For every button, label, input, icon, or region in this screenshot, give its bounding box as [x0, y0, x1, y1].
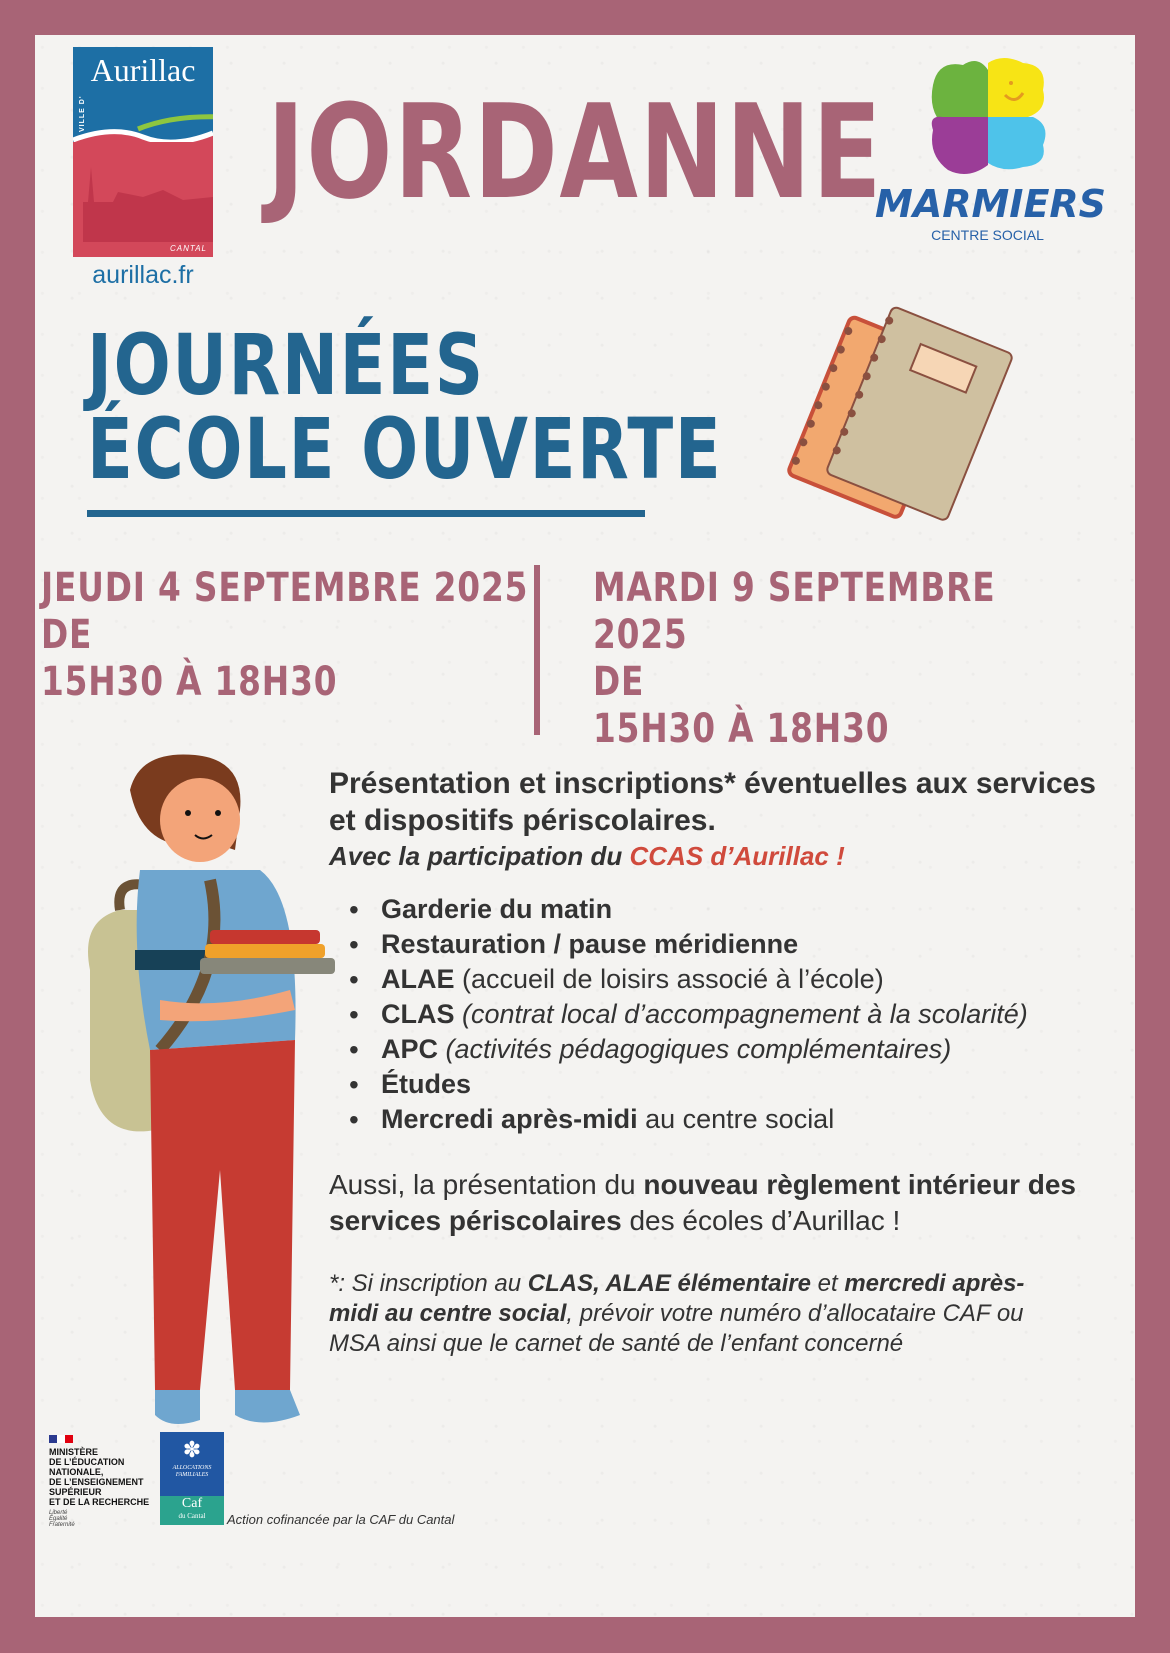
aurillac-name: Aurillac — [90, 52, 196, 88]
list-item: • Études — [349, 1067, 1129, 1102]
date-from: DE — [41, 612, 93, 658]
date-block-2 — [593, 565, 1037, 753]
cofinance-text: Action cofinancée par la CAF du Cantal — [227, 1512, 455, 1527]
poster — [35, 35, 1135, 1617]
ccas-highlight: CCAS d’Aurillac ! — [629, 841, 845, 871]
town-silhouette-icon — [73, 162, 213, 242]
student-illustration — [60, 750, 350, 1450]
footnote: *: Si inscription au CLAS, ALAE élémentaire et mercredi après-midi au centre social, prévoir votre numéro d’allocataire CAF ou MSA ainsi que le carnet de santé de l’enfant concerné — [329, 1270, 1025, 1357]
notebooks-illustration — [780, 297, 1020, 547]
caf-people-icon: ✽ — [182, 1437, 202, 1462]
date-day: MARDI 9 SEPTEMBRE 2025 — [593, 565, 996, 658]
french-flag-icon — [49, 1435, 73, 1443]
aurillac-emblem — [73, 47, 213, 257]
caf-logo: ✽ ALLOCATIONS FAMILIALES Caf du Cantal — [160, 1432, 224, 1525]
marmiers-name: MARMIERS — [875, 182, 1107, 226]
reglement-note: Aussi, la présentation du nouveau règlement intérieur des services périscolaires des écoles d’Aurillac ! — [329, 1169, 1076, 1236]
title-underline — [87, 510, 645, 517]
list-item: • APC (activités pédagogiques complémentaires) — [349, 1032, 1129, 1067]
event-title-line1: JOURNÉES — [87, 316, 485, 414]
intro-text: Présentation et inscriptions* éventuelles aux services et dispositifs périscolaires. — [329, 767, 1096, 837]
event-title-line2: ÉCOLE OUVERTE — [87, 400, 723, 498]
ccas-line — [329, 840, 1129, 872]
puzzle-pieces-icon — [923, 55, 1053, 180]
aurillac-url[interactable]: aurillac.fr — [92, 261, 194, 289]
ccas-prefix: Avec la participation du — [329, 841, 630, 871]
list-item: • Mercredi après-midi au centre social — [349, 1102, 1129, 1137]
aurillac-region: CANTAL — [170, 244, 207, 253]
list-item: • Garderie du matin — [349, 892, 1129, 927]
date-from: DE — [593, 659, 645, 705]
aurillac-logo — [73, 47, 213, 290]
date-time: 15H30 À 18H30 — [41, 659, 338, 705]
list-item: • ALAE (accueil de loisirs associé à l’école) — [349, 962, 1129, 997]
list-item: • CLAS (contrat local d’accompagnement à la scolarité) — [349, 997, 1129, 1032]
marmiers-subtitle: CENTRE SOCIAL — [931, 227, 1044, 243]
date-time: 15H30 À 18H30 — [593, 706, 890, 752]
date-divider — [534, 565, 540, 735]
event-title — [87, 316, 723, 498]
page-title: JORDANNE — [267, 76, 884, 228]
date-day: JEUDI 4 SEPTEMBRE 2025 — [41, 565, 529, 611]
list-item: • Restauration / pause méridienne — [349, 927, 1129, 962]
aurillac-prefix: VILLE D' — [79, 95, 86, 132]
main-content — [329, 765, 1129, 1359]
marmiers-logo — [875, 55, 1107, 243]
devise: Liberté Égalité Fraternité — [49, 1510, 75, 1528]
services-list — [349, 892, 1129, 1137]
date-block-1 — [41, 565, 528, 706]
ministere-logo: MINISTÈRE DE L’ÉDUCATION NATIONALE, DE L’ENSEIGNEMENT SUPÉRIEUR ET DE LA RECHERCHE Liberté Égalité Fraternité — [49, 1435, 159, 1528]
